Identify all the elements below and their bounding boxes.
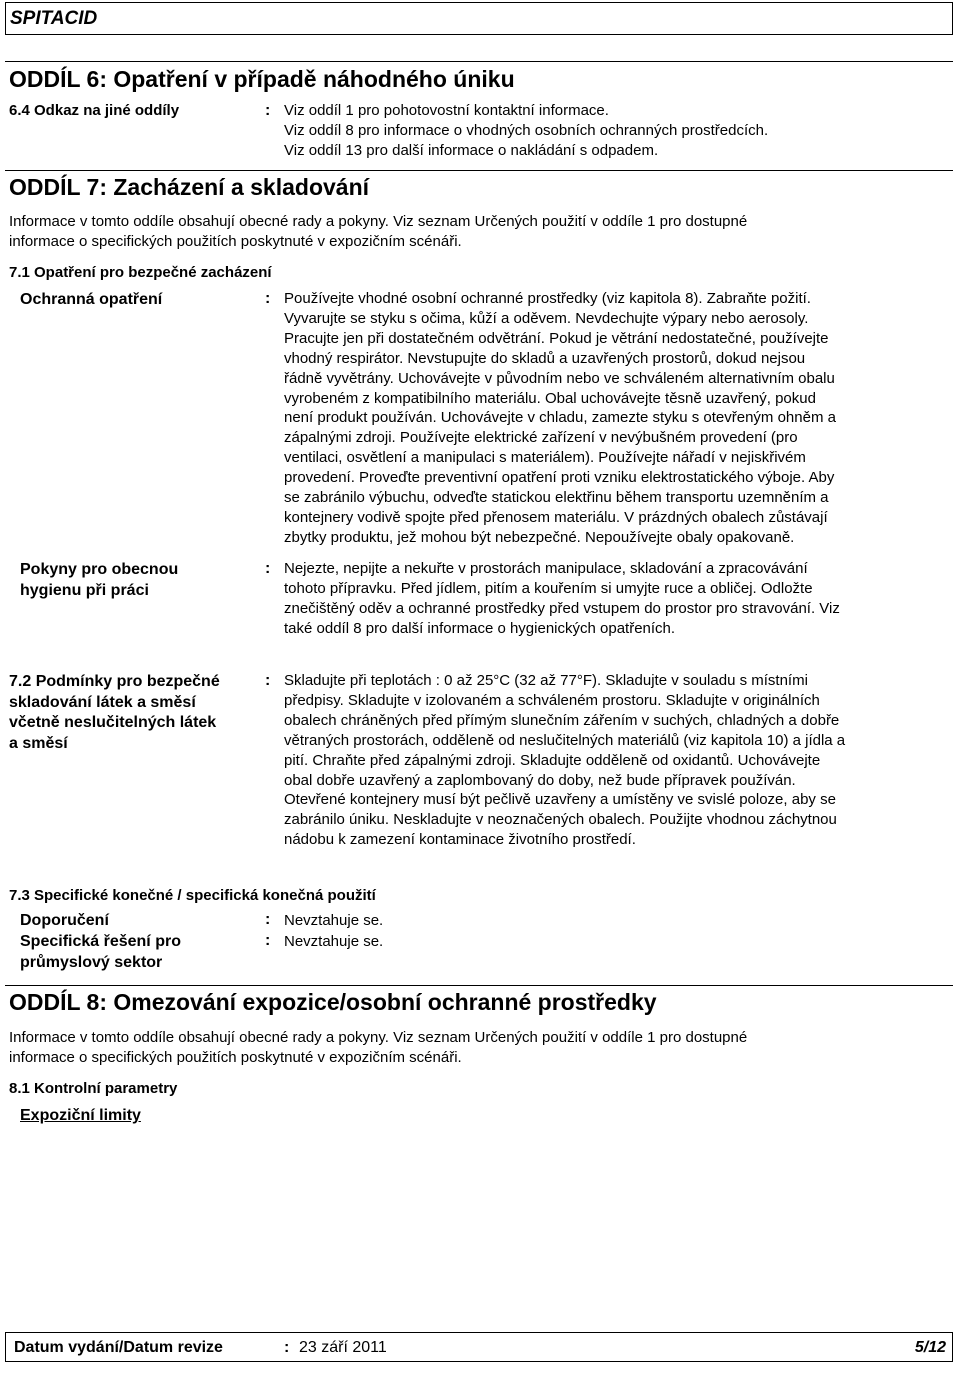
recommendation-label: Doporučení [20,912,109,929]
text-line: ventilaci, osvětlení a manipulaci s materiálem). Používejte nářadí v nejiskřivém [284,449,806,467]
section-7-intro [9,212,949,252]
section-7-1-heading: 7.1 Opatření pro bezpečné zacházení [9,264,272,281]
section-8-title: ODDÍL 8: Omezování expozice/osobní ochranné prostředky [9,989,657,1015]
text-line: Používejte vhodné osobní ochranné prostředky (viz kapitola 8). Zabraňte požití. [284,290,811,307]
colon: : [284,1339,290,1356]
industry-solutions-label [20,932,181,973]
colon: : [265,290,271,307]
section-divider [5,170,953,171]
text-line: nádobu k zamezení kontaminace životního prostředí. [284,831,636,849]
text-line: Nejezte, nepijte a nekuřte v prostorách manipulace, skladování a zpracovávání [284,560,808,577]
text-line: Skladujte při teplotách : 0 až 25°C (32 až 77°F). Skladujte v souladu s místními [284,672,808,689]
hygiene-text [284,559,949,639]
revision-date-value: 23 září 2011 [299,1339,387,1356]
section-6-4-label: 6.4 Odkaz na jiné oddíly [9,102,180,119]
document-header [5,2,953,35]
exposure-limits-heading: Expoziční limity [20,1107,141,1124]
label-line: Pokyny pro obecnou [20,561,179,578]
text-line: pití. Chraňte před zápalnými zdroji. Skladujte odděleně od oxidantů. Uchovávejte [284,751,821,769]
section-6-title: ODDÍL 6: Opatření v případě náhodného úniku [9,66,515,92]
text-line: Viz oddíl 8 pro informace o vhodných osobních ochranných prostředcích. [284,122,769,139]
text-line: zbytky produktu, jež mohou být nebezpečné. Nepoužívejte obaly opakovaně. [284,528,795,546]
hygiene-label [20,560,178,601]
text-line: také oddíl 8 pro další informace o hygienických opatřeních. [284,619,676,637]
text-line: se zabránilo výbuchu, odveďte statickou elektřinu během transportu uzemněním a [284,489,829,507]
text-line: Informace v tomto oddíle obsahují obecné rady a pokyny. Viz seznam Určených použití v oddíle 1 pro dostupné [9,1029,748,1046]
document-footer [5,1332,953,1362]
text-line: informace o specifických použitích poskytnuté v expozičním scénáři. [9,233,462,250]
text-line: Vyvarujte se styku s očima, kůží a oděvem. Nevdechujte výpary nebo aerosoly. [284,309,809,327]
protection-measures-label: Ochranná opatření [20,291,163,308]
section-8-intro [9,1028,949,1068]
section-6-4-text [284,101,944,161]
text-line: znečištěný oděv a ochranné prostředky před vstupem do prostor pro stravování. Viz [284,599,840,617]
text-line: tohoto přípravku. Před jídlem, pitím a kouřením si umyjte ruce a obličej. Odložte [284,579,813,597]
section-8-1-heading: 8.1 Kontrolní parametry [9,1080,178,1097]
text-line: zabránilo úniku. Neskladujte v neoznačených obalech. Použijte vhodnou záchytnou [284,811,837,829]
section-divider [5,61,953,62]
label-line: včetně neslučitelných látek [9,714,217,731]
colon: : [265,102,271,119]
product-name: SPITACID [10,8,98,29]
label-line: skladování látek a směsí [9,693,196,711]
revision-date-label: Datum vydání/Datum revize [14,1339,223,1356]
colon: : [265,672,271,689]
text-line: provedení. Proveďte preventivní opatření proti vzniku elektrostatického výboje. Aby [284,469,835,487]
colon: : [265,560,271,577]
label-line: průmyslový sektor [20,953,163,971]
label-line: 7.2 Podmínky pro bezpečné [9,673,220,690]
text-line: Viz oddíl 1 pro pohotovostní kontaktní informace. [284,102,609,119]
text-line: Viz oddíl 13 pro další informace o nakládání s odpadem. [284,142,659,159]
label-line: Specifická řešení pro [20,933,181,950]
industry-solutions-value: Nevztahuje se. [284,933,384,950]
text-line: obalech chráněných před přímým slunečním zářením v suchých, chladných a dobře [284,711,840,729]
text-line: informace o specifických použitích poskytnuté v expozičním scénáři. [9,1049,462,1066]
text-line: zápalnými zdroji. Používejte elektrické zařízení v nevýbušném provedení (pro [284,429,798,447]
text-line: Informace v tomto oddíle obsahují obecné rady a pokyny. Viz seznam Určených použití v oddíle 1 pro dostupné [9,213,748,230]
label-line: a směsí [9,734,68,752]
colon: : [265,932,271,949]
text-line: předpisy. Skladujte v izolovaném a schváleném prostoru. Skladujte v originálních [284,691,820,709]
text-line: obal dobře uzavřený a zaplombovaný do doby, než bude přípravek používán. [284,771,796,789]
section-7-title: ODDÍL 7: Zacházení a skladování [9,174,370,200]
text-line: kontejnery vodivě spojte před přenosem materiálu. V prázdných obalech zůstávají [284,508,828,526]
page-number: 5/12 [914,1339,946,1356]
colon: : [265,911,271,928]
section-divider [5,985,953,986]
text-line: větraných prostorách, odděleně od neslučitelných materiálů (viz kapitola 10) a jídla a [284,731,846,749]
section-7-2-label [9,672,220,754]
text-line: řádně vyvětrány. Uchovávejte v původním nebo ve schváleném alternativním obalu [284,369,835,387]
text-line: vhodný respirátor. Nevstupujte do skladů a uzavřených prostorů, dokud nejsou [284,349,806,367]
text-line: není produkt používán. Uchovávejte v chladu, zamezte styku s otevřeným ohněm a [284,409,836,427]
recommendation-value: Nevztahuje se. [284,912,384,929]
text-line: Pracujte jen při dostatečném odvětrání. Pokud je větrání nedostatečné, používejte [284,329,829,347]
storage-conditions-text [284,671,949,850]
label-line: hygienu při práci [20,581,149,599]
protection-measures-text [284,289,949,548]
text-line: Otevřené kontejnery musí být pečlivě uzavřeny a umístěny ve svislé poloze, aby se [284,791,836,809]
section-7-3-heading: 7.3 Specifické konečné / specifická konečná použití [9,887,376,904]
text-line: vyrobeném z kompatibilního materiálu. Obal uchovávejte těsně uzavřený, pokud [284,389,816,407]
